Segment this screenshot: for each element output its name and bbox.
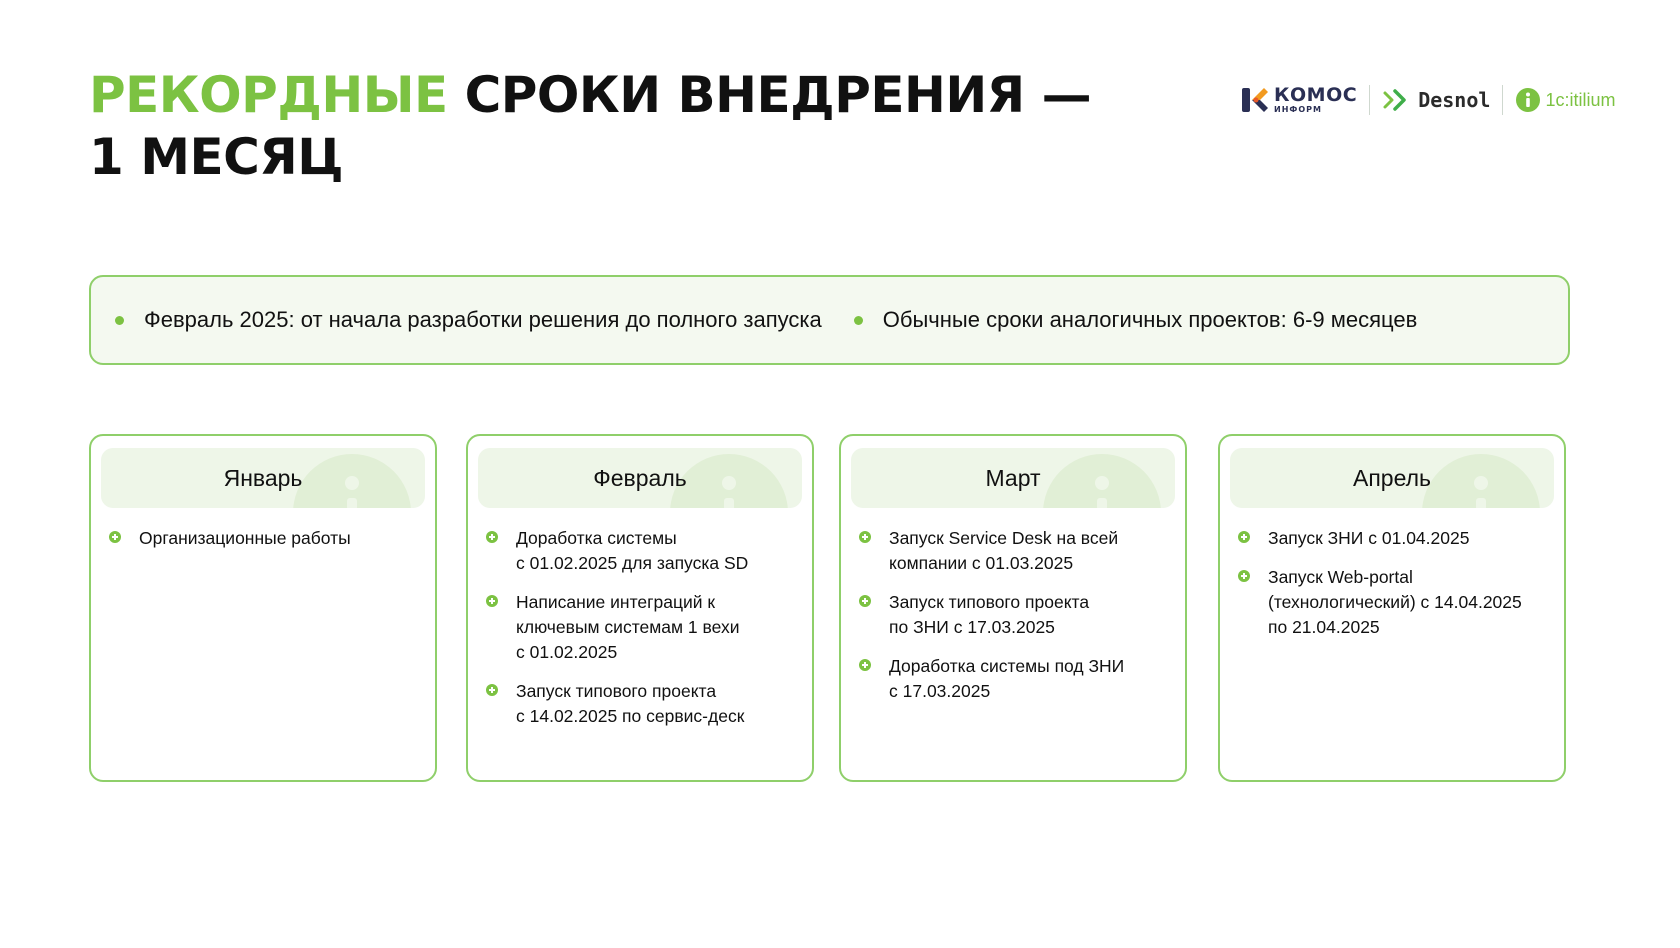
month-title: Апрель <box>1352 464 1432 491</box>
desnol-arrows-icon <box>1382 87 1412 113</box>
plus-bullet-icon <box>859 595 871 607</box>
info-watermark-icon <box>1043 454 1161 508</box>
task-list <box>468 508 812 729</box>
plus-bullet-icon <box>109 531 121 543</box>
plus-bullet-icon <box>859 531 871 543</box>
banner-item <box>115 307 822 333</box>
banner-item <box>854 307 1418 333</box>
plus-bullet-icon <box>486 684 498 696</box>
month-card-february <box>466 434 814 782</box>
task-text: Доработка системы под ЗНИ с 17.03.2025 <box>889 656 1125 701</box>
month-card-march <box>839 434 1187 782</box>
list-item <box>486 679 794 729</box>
list-item <box>1238 526 1546 551</box>
task-list <box>91 508 435 551</box>
list-item <box>1238 565 1546 640</box>
info-watermark-icon <box>293 454 411 508</box>
plus-bullet-icon <box>859 659 871 671</box>
bullet-dot-icon <box>115 316 124 325</box>
partner-logos <box>1240 82 1615 118</box>
itilium-name: 1c:itilium <box>1545 89 1616 110</box>
list-item <box>109 526 417 551</box>
task-list <box>841 508 1185 704</box>
desnol-logo <box>1382 87 1490 113</box>
month-title: Январь <box>223 464 303 491</box>
list-item <box>859 654 1167 704</box>
task-text: Запуск типового проекта по ЗНИ с 17.03.2025 <box>889 592 1090 637</box>
month-title: Февраль <box>593 464 687 491</box>
task-text: Запуск Service Desk на всей компании с 01.03.2025 <box>889 528 1119 573</box>
summary-banner <box>89 275 1570 365</box>
month-title: Март <box>985 464 1041 491</box>
title-rest: СРОКИ ВНЕДРЕНИЯ — <box>447 66 1092 124</box>
plus-bullet-icon <box>1238 531 1250 543</box>
list-item <box>859 526 1167 576</box>
plus-bullet-icon <box>486 531 498 543</box>
task-text: Организационные работы <box>139 528 351 548</box>
bullet-dot-icon <box>854 316 863 325</box>
itilium-logo <box>1515 87 1615 113</box>
komos-name: КОМОС <box>1274 84 1358 106</box>
banner-item-text: Февраль 2025: от начала разработки решения до полного запуска <box>144 307 822 332</box>
task-text: Запуск ЗНИ с 01.04.2025 <box>1268 528 1470 548</box>
task-text: Запуск Web-portal (технологический) с 14.04.2025 по 21.04.2025 <box>1268 567 1522 637</box>
list-item <box>486 526 794 576</box>
logo-divider <box>1369 85 1370 115</box>
itilium-info-icon <box>1515 87 1541 113</box>
info-watermark-icon <box>1422 454 1540 508</box>
month-card-header <box>478 448 802 508</box>
logo-divider <box>1502 85 1503 115</box>
task-text: Написание интеграций к ключевым системам 1 вехи с 01.02.2025 <box>516 592 740 662</box>
month-card-header <box>1230 448 1554 508</box>
title-line-1 <box>89 64 1092 126</box>
task-list <box>1220 508 1564 640</box>
task-text: Доработка системы с 01.02.2025 для запуска SD <box>516 528 749 573</box>
komos-logo <box>1240 85 1357 115</box>
komos-subtitle: ИНФОРМ <box>1274 105 1322 114</box>
info-watermark-icon <box>670 454 788 508</box>
list-item <box>859 590 1167 640</box>
month-card-header <box>851 448 1175 508</box>
title-line-2: 1 МЕСЯЦ <box>89 128 344 186</box>
task-text: Запуск типового проекта с 14.02.2025 по сервис-деск <box>516 681 745 726</box>
desnol-name: Desnol <box>1418 88 1491 112</box>
slide-title <box>89 64 1092 188</box>
month-card-header <box>101 448 425 508</box>
komos-mark-icon <box>1240 85 1270 115</box>
month-card-april <box>1218 434 1566 782</box>
list-item <box>486 590 794 665</box>
banner-item-text: Обычные сроки аналогичных проектов: 6-9 месяцев <box>882 307 1418 332</box>
month-card-january <box>89 434 437 782</box>
plus-bullet-icon <box>486 595 498 607</box>
plus-bullet-icon <box>1238 570 1250 582</box>
title-highlight: РЕКОРДНЫЕ <box>89 66 448 124</box>
